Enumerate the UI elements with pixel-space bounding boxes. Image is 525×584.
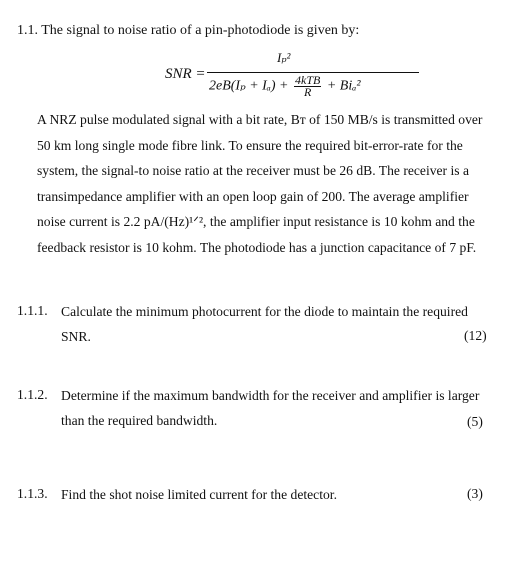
question-line: than the required bandwidth. [61,413,218,428]
question-number: 1.1.1. [17,303,48,318]
question-text [61,482,337,507]
formula-numerator: Iₚ² [277,50,291,65]
snr-formula [165,50,425,102]
question-marks: (3) [467,486,483,501]
denominator-right: + Biₐ² [326,78,361,94]
formula-denominator [209,75,361,98]
question-text [61,299,468,349]
paragraph-line: 50 km long single mode fibre link. To ensure the required bit-error-rate for the [37,137,463,153]
question-number: 1.1.2. [17,387,48,402]
denominator-left: 2eB(Iₚ + Iₐ) + [209,78,289,94]
thermal-fraction-numerator: 4kTB [295,73,321,87]
paragraph-line: system, the signal-to noise ratio at the receiver must be 26 dB. The receiver is a [37,163,469,178]
question-marks: (5) [467,414,483,429]
question-text [61,383,479,433]
paragraph-line: A NRZ pulse modulated signal with a bit rate, Bᴛ of 150 MB/s is transmitted over [37,112,483,127]
thermal-noise-fraction [294,75,321,98]
thermal-fraction-denominator: R [304,85,312,99]
question-number: 1.1.3. [17,486,48,501]
question-line: Calculate the minimum photocurrent for the diode to maintain the required [61,304,468,319]
problem-paragraph [37,107,507,260]
section-heading: 1.1. The signal to noise ratio of a pin-photodiode is given by: [17,23,360,38]
question-line: SNR. [61,329,91,344]
question-line: Determine if the maximum bandwidth for the receiver and amplifier is larger [61,388,480,403]
paragraph-line: feedback resistor is 10 kohm. The photodiode has a junction capacitance of 7 pF. [37,239,477,255]
formula-lhs: SNR = [165,66,206,82]
question-marks: (12) [464,328,487,343]
question-line: Find the shot noise limited current for the detector. [61,487,337,502]
paragraph-line: noise current is 2.2 pA/(Hz)¹ᐟ², the amplifier input resistance is 10 kohm and the [37,214,475,229]
paragraph-line: transimpedance amplifier with an open loop gain of 200. The average amplifier [37,188,469,204]
